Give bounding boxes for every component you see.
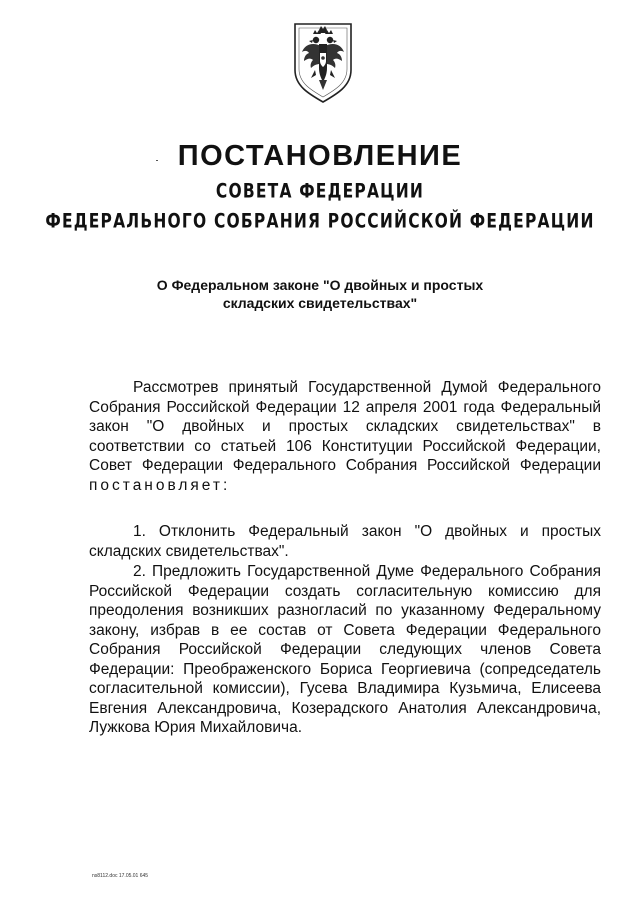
resolution-item-2: [89, 562, 601, 738]
item-1-text: 1. Отклонить Федеральный закон "О двойных и простых складских свидетельствах".: [89, 523, 601, 560]
issuer-line-2: ФЕДЕРАЛЬНОГО СОБРАНИЯ РОССИЙСКОЙ ФЕДЕРАЦИИ: [45, 210, 595, 233]
subject-line-2: складских свидетельствах": [222, 295, 418, 311]
resolution-item-1: [89, 522, 601, 561]
document-title: ПОСТАНОВЛЕНИЕ: [177, 140, 463, 172]
issuer-line-1: СОВЕТА ФЕДЕРАЦИИ: [215, 180, 425, 203]
russian-emblem-icon: [291, 20, 355, 106]
decision-word: постановляет:: [89, 476, 231, 494]
preamble-text: Рассмотрев принятый Государственной Думой Федерального Собрания Российской Федерации 12 апреля 2001 года Федеральный закон "О двойных и простых складских свидетельствах" в соответствии со статьей 106 Конституции Российской Федерации, Совет Федерации Федерального Собрания Российской Федерации: [89, 379, 601, 474]
subject-line-1: О Федеральном законе "О двойных и простых: [156, 277, 484, 293]
preamble-paragraph: [89, 378, 601, 495]
footer-file-code: ns8112.doc 17.05.01 645: [92, 873, 149, 879]
document-subject: [110, 276, 530, 312]
item-2-text: 2. Предложить Государственной Думе Федерального Собрания Российской Федерации создать согласительную комиссию для преодоления возникших разногласий по указанному Федеральному закону, избрав в ее состав от Совета Федерации Федерального Собрания Российской Федерации следующих членов Совета Федерации: Преображенского Бориса Георгиевича (сопредседатель согласительной комиссии), Гусева Владимира Кузьмича, Елисеева Евгения Александровича, Козерадского Анатолия Александровича, Лужкова Юрия Михайловича.: [89, 563, 601, 736]
